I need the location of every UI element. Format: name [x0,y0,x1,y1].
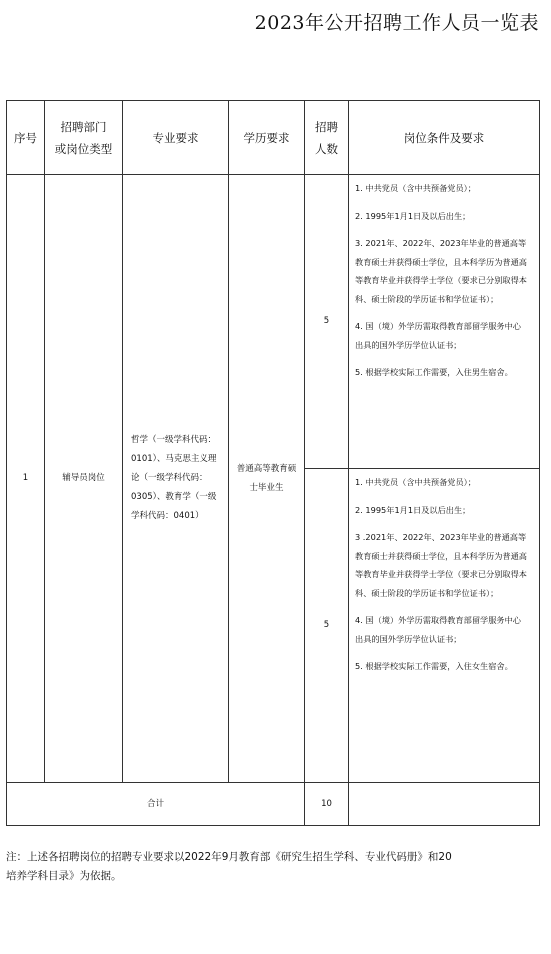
header-dept: 招聘部门 或岗位类型 [45,101,123,175]
cell-conditions-2 [349,469,540,783]
header-education: 学历要求 [229,101,305,175]
cell-seq: 1 [7,175,45,783]
cell-dept: 辅导员岗位 [45,175,123,783]
cell-education: 普通高等教育硕士毕业生 [229,175,305,783]
total-row [7,783,540,826]
cell-conditions-1 [349,175,540,469]
condition-item: 1. 中共党员（含中共预备党员）； [355,183,476,193]
header-conditions: 岗位条件及要求 [349,101,540,175]
page-title: 2023年公开招聘工作人员一览表 [254,12,539,34]
condition-item: 3. 2021年、2022年、2023年毕业的普通高等教育硕士并获得硕士学位，且本科学历为普通高等教育毕业并获得学士学位（要求已分别取得本科、硕士阶段的学历证书和学位证书）； [355,238,527,304]
condition-item: 1. 中共党员（含中共预备党员）； [355,477,476,487]
recruitment-table [6,100,540,826]
cell-count-2: 5 [305,469,349,783]
condition-item: 3 .2021年、2022年、2023年毕业的普通高等教育硕士并获得硕士学位，且本科学历为普通高等教育毕业并获得学士学位（要求已分别取得本科、硕士阶段的学历证书和学位证书）； [355,532,527,598]
condition-item: 5. 根据学校实际工作需要，入住女生宿舍。 [355,661,513,671]
table-row [7,175,540,469]
condition-item: 4. 国（境）外学历需取得教育部留学服务中心出具的国外学历学位认证书； [355,321,521,350]
cell-count-1: 5 [305,175,349,469]
condition-item: 2. 1995年1月1日及以后出生； [355,210,471,221]
header-row [7,101,540,175]
total-empty-cell [349,783,540,826]
header-count: 招聘 人数 [305,101,349,175]
condition-item: 2. 1995年1月1日及以后出生； [355,504,471,515]
total-label: 合计 [7,783,305,826]
cell-major: 哲学（一级学科代码：0101）、马克思主义理论（一级学科代码：0305）、教育学（一级学科代码：0401） [123,175,229,783]
header-major: 专业要求 [123,101,229,175]
footnote: 注：上述各招聘岗位的招聘专业要求以2022年9月教育部《研究生招生学科、专业代码册》和20 培养学科目录》为依据。 [6,851,452,882]
condition-item: 4. 国（境）外学历需取得教育部留学服务中心出具的国外学历学位认证书； [355,615,521,644]
total-count: 10 [305,783,349,826]
header-seq: 序号 [7,101,45,175]
condition-item: 5. 根据学校实际工作需要，入住男生宿舍。 [355,367,513,377]
